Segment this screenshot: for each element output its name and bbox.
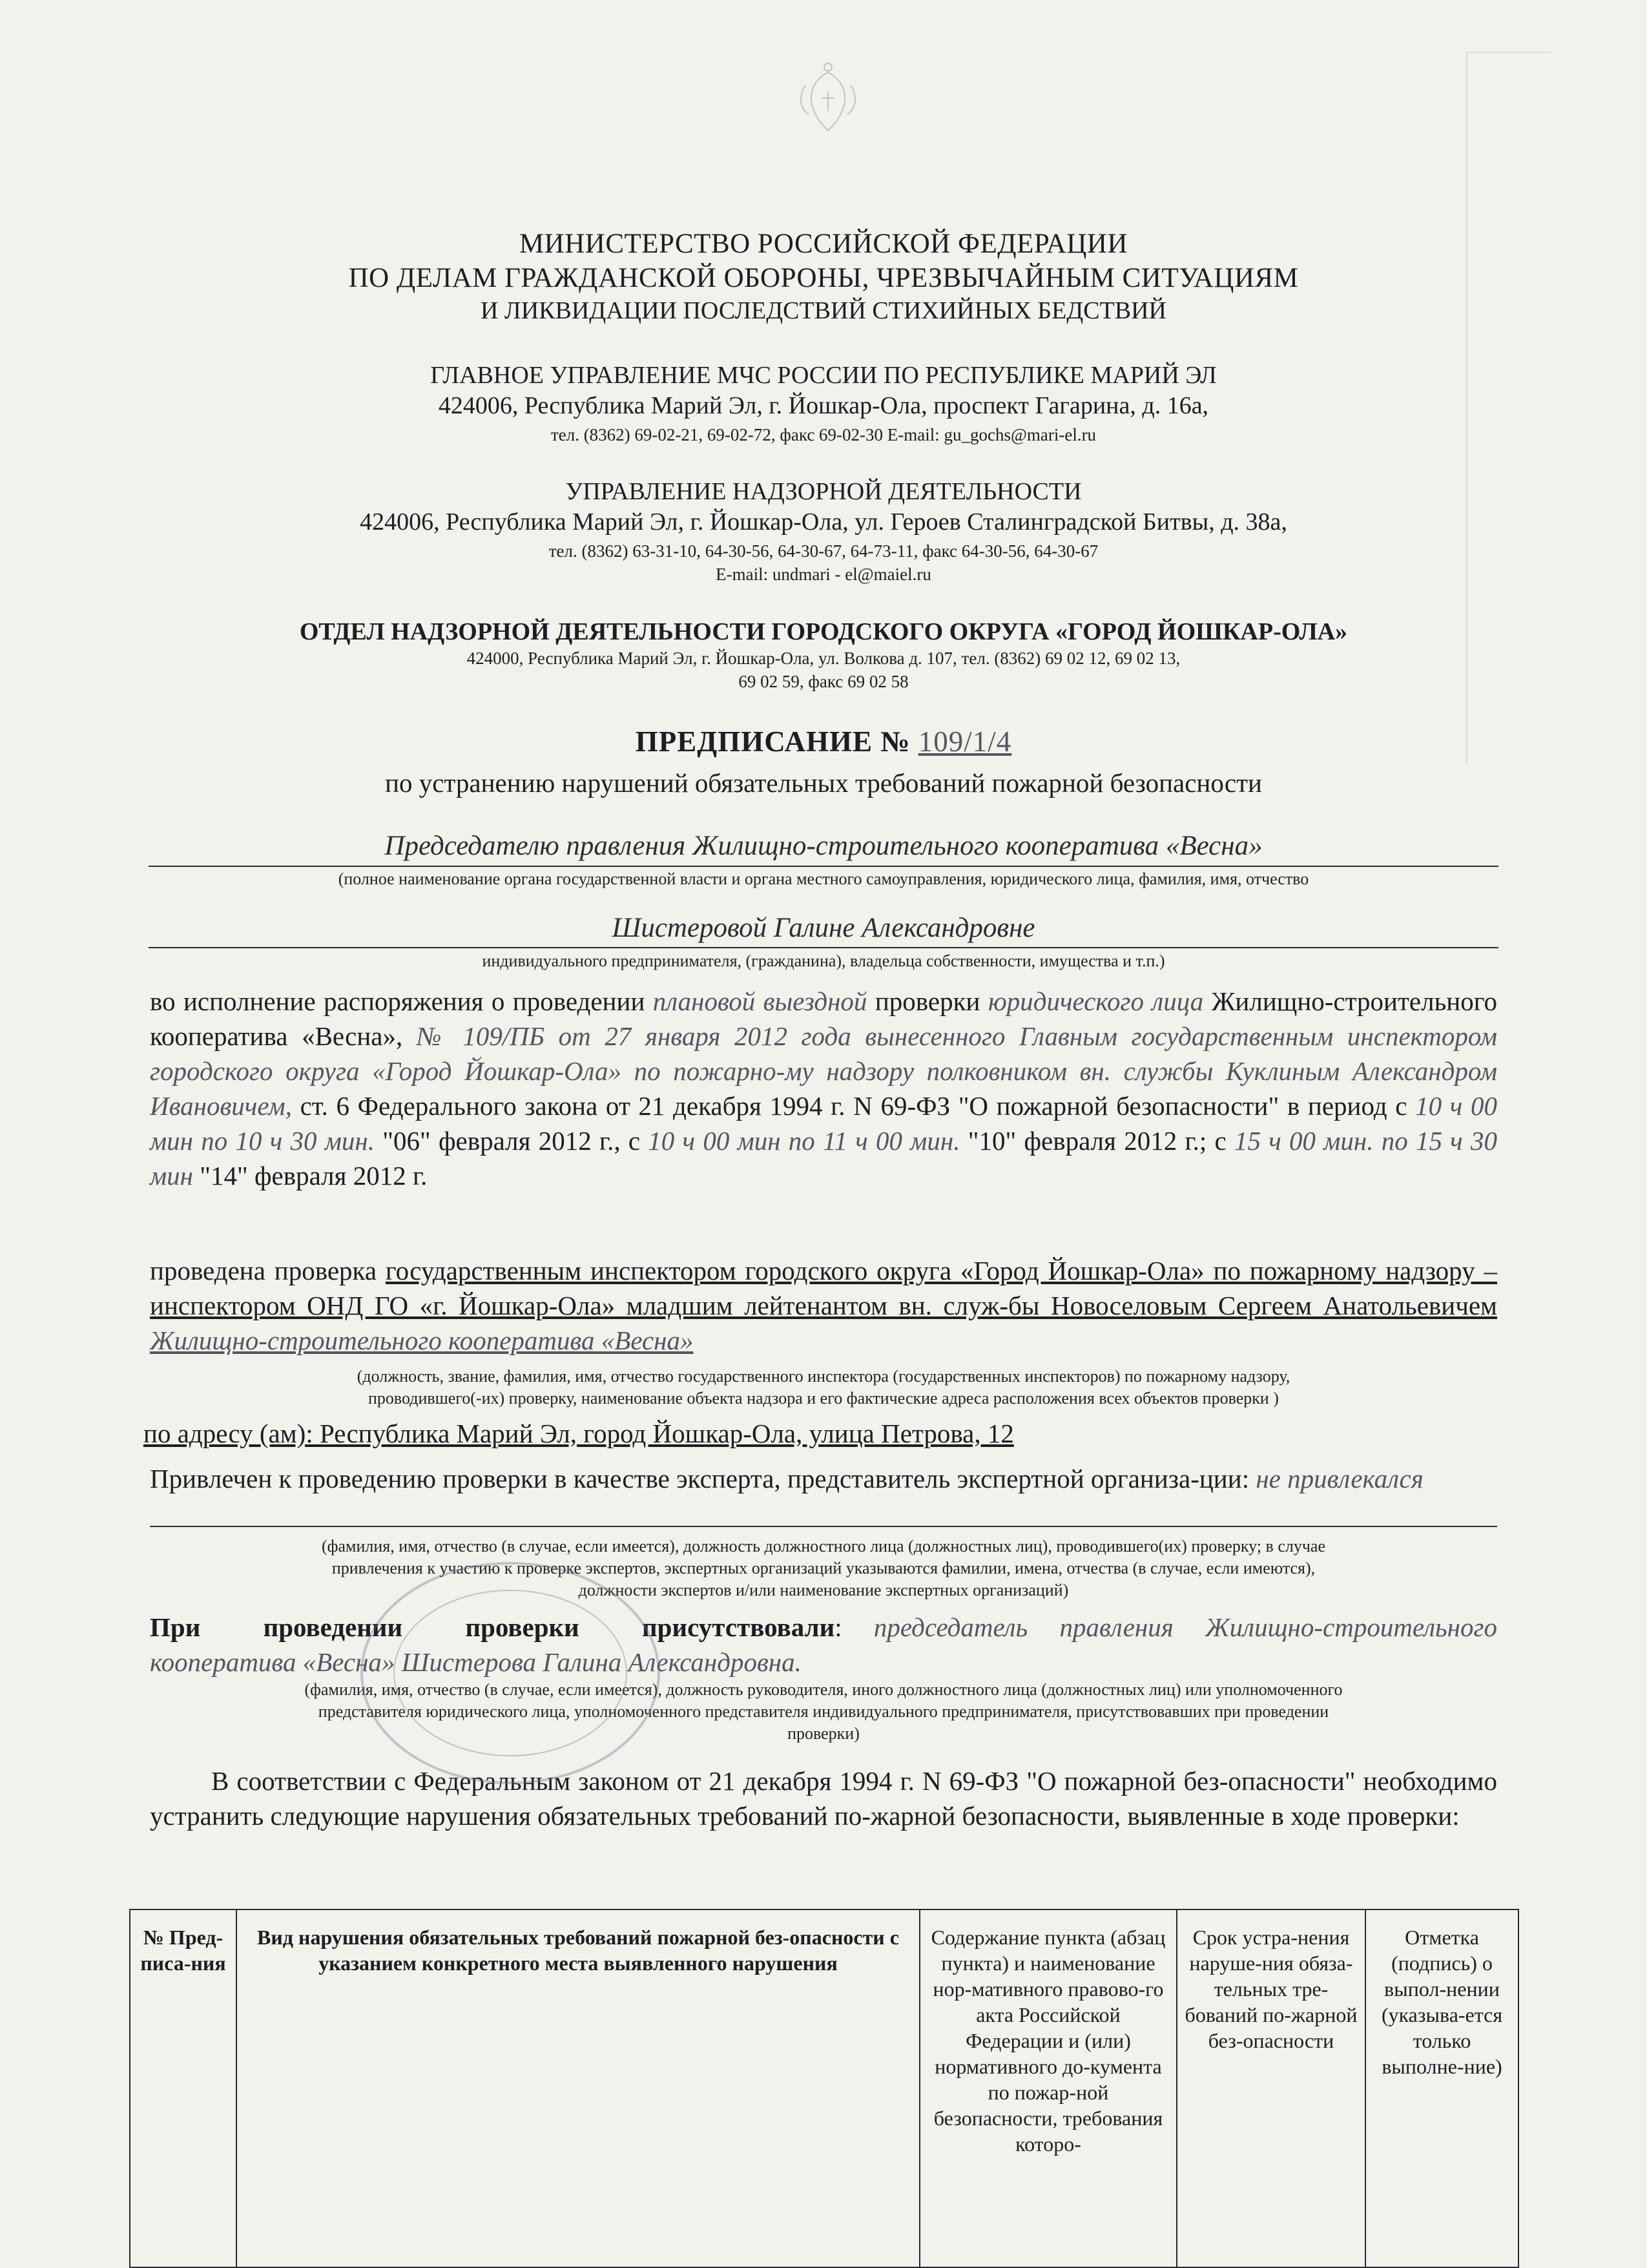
period-3: 15 ч 00 мин. по 15 ч 30 мин <box>150 1126 1497 1191</box>
addressee-note-1: (полное наименование органа государственной власти и органа местного самоуправления, юридического лица, фамилия, имя, отчество <box>338 869 1309 888</box>
col-header-mark: Отметка (подпись) о выпол-нении (указыва-ется только выполне-ние) <box>1365 1909 1518 2267</box>
addressee-line-1 <box>149 866 1498 867</box>
address-text: по адресу (ам): Республика Марий Эл, город Йошкар-Ола, улица Петрова, 12 <box>143 1419 1014 1448</box>
present-label: При проведении проверки присутствовали <box>150 1612 835 1642</box>
und-name: УПРАВЛЕНИЕ НАДЗОРНОЙ ДЕЯТЕЛЬНОСТИ <box>565 478 1082 505</box>
col-header-deadline: Срок устра-нения наруше-ния обяза-тельных тре-бований по-жарной без-опасности <box>1177 1909 1365 2267</box>
col-header-number: № Пред-писа-ния <box>130 1909 236 2267</box>
expert-note-2: привлечения к участию к проверке экспертов, экспертных организаций указываются фамилии, имена, отчества (в случае, если имеются), <box>331 1559 1316 1577</box>
p2-text-a: проведена проверка <box>150 1256 386 1285</box>
inspector-note-1: (должность, звание, фамилия, имя, отчество государственного инспектора (государственных инспекторов) по пожарному надзору, <box>357 1367 1290 1386</box>
gu-name: ГЛАВНОЕ УПРАВЛЕНИЕ МЧС РОССИИ ПО РЕСПУБЛИКЕ МАРИЙ ЭЛ <box>430 362 1217 389</box>
document-subtitle: по устранению нарушений обязательных требований пожарной безопасности <box>385 768 1262 798</box>
expert-paragraph <box>150 1461 1497 1496</box>
p1-text-c: проверки <box>867 986 988 1016</box>
period-2: 10 ч 00 мин по 11 ч 00 мин. <box>648 1126 960 1156</box>
period-1: 10 ч 00 мин по 10 ч 30 мин. <box>150 1091 1497 1156</box>
col-header-violation: Вид нарушения обязательных требований пожарной без-опасности с указанием конкретного места выявленного нарушения <box>236 1909 920 2267</box>
present-note-2: представителя юридического лица, уполномоченного представителя индивидуального предпринимателя, присутствовавших при проведении <box>318 1702 1329 1721</box>
p1-text-g: ст. 6 Федерального закона от 21 декабря 1994 г. N 69-ФЗ "О пожарной безопасности" в период с <box>291 1091 1416 1121</box>
prescription-number: 109/1/4 <box>918 725 1012 758</box>
col-header-norm: Содержание пункта (абзац пункта) и наименование нор-мативного правово-го акта Российской Федерации и (или) нормативного до-кумента по пожар-ной безопасности, требования которо- <box>920 1909 1177 2267</box>
addressee-line-2 <box>149 947 1498 948</box>
addressee-name: Шистеровой Галине Александровне <box>612 913 1035 943</box>
p1-text-m: "14" февраля 2012 г. <box>193 1161 428 1191</box>
ond-address-1: 424000, Республика Марий Эл, г. Йошкар-Ола, ул. Волкова д. 107, тел. (8362) 69 02 12, 69 02 13, <box>466 649 1181 668</box>
inspection-basis-paragraph <box>150 984 1497 1193</box>
inspector-paragraph <box>150 1253 1497 1358</box>
inspection-type: плановой выездной <box>652 986 867 1016</box>
present-colon: : <box>834 1612 874 1642</box>
gu-contacts: тел. (8362) 69-02-21, 69-02-72, факс 69-02-30 E-mail: gu_gochs@mari-el.ru <box>550 425 1097 444</box>
coat-of-arms-emblem <box>789 59 867 150</box>
violations-intro-paragraph: В соответствии с Федеральным законом от 21 декабря 1994 г. N 69-ФЗ "О пожарной без-опасности" необходимо устранить следующие нарушения обязательных требований по-жарной безопасности, выявленные в ходе проверки: <box>150 1766 1497 1831</box>
order-reference: № 109/ПБ от 27 января 2012 года вынесенного Главным государственным инспектором городского округа «Город Йошкар-Ола» по пожарно-му надзору полковником вн. службы Куклиным Александром Ивановичем, <box>150 1021 1497 1121</box>
expert-text: Привлечен к проведению проверки в качестве эксперта, представитель экспертной организа-ции: <box>150 1464 1250 1493</box>
inspected-object: Жилищно-строительного кооператива «Весна» <box>150 1326 694 1355</box>
und-address: 424006, Республика Марий Эл, г. Йошкар-Ола, ул. Героев Сталинградской Битвы, д. 38а, <box>360 508 1287 536</box>
p1-text-k: "10" февраля 2012 г.; с <box>960 1126 1234 1156</box>
present-person: председатель правления Жилищно-строительного кооператива «Весна» Шистерова Галина Александровна. <box>150 1612 1497 1677</box>
ministry-line-2: ПО ДЕЛАМ ГРАЖДАНСКОЙ ОБОРОНЫ, ЧРЕЗВЫЧАЙНЫМ СИТУАЦИЯМ <box>348 263 1299 293</box>
expert-note-3: должности экспертов и/или наименование экспертных организаций) <box>578 1581 1069 1599</box>
addressee-position: Председателю правления Жилищно-строительного кооператива «Весна» <box>384 831 1263 861</box>
p1-text-d: юридического лица <box>988 986 1204 1016</box>
inspector-name: государственным инспектором городского округа «Город Йошкар-Ола» по пожарному надзору – инспектором ОНД ГО «г. Йошкар-Ола» младшим лейтенантом вн. служ-бы Новоселовым Сергеем Анатольевичем <box>150 1256 1497 1320</box>
p1-text-a: во исполнение распоряжения о проведении <box>150 986 653 1016</box>
addressee-note-2: индивидуального предпринимателя, (гражданина), владельца собственности, имущества и т.п.) <box>482 952 1165 970</box>
p1-text-e: Жилищно-строительного кооператива «Весна», <box>150 986 1498 1051</box>
expert-value: не привлекался <box>1249 1464 1424 1493</box>
ond-name: ОТДЕЛ НАДЗОРНОЙ ДЕЯТЕЛЬНОСТИ ГОРОДСКОГО ОКРУГА «ГОРОД ЙОШКАР-ОЛА» <box>299 618 1348 645</box>
inspection-address <box>143 1416 1500 1451</box>
inspector-note-2: проводившего(-их) проверку, наименование объекта надзора и его фактические адреса расположения всех объектов проверки ) <box>368 1389 1279 1408</box>
ministry-line-3: И ЛИКВИДАЦИИ ПОСЛЕДСТВИЙ СТИХИЙНЫХ БЕДСТВИЙ <box>480 297 1166 324</box>
expert-line <box>150 1526 1497 1527</box>
title-label: ПРЕДПИСАНИЕ № <box>635 725 911 758</box>
ond-address-2: 69 02 59, факс 69 02 58 <box>738 672 909 691</box>
document-title <box>129 725 1518 758</box>
und-phones: тел. (8362) 63-31-10, 64-30-56, 64-30-67, 64-73-11, факс 64-30-56, 64-30-67 <box>548 541 1099 561</box>
table-header-row <box>130 1909 1518 2267</box>
stamp-impression <box>349 1550 672 1796</box>
gu-address: 424006, Республика Марий Эл, г. Йошкар-Ола, проспект Гагарина, д. 16а, <box>438 392 1209 419</box>
present-note-1: (фамилия, имя, отчество (в случае, если имеется), должность руководителя, иного должностного лица (должностных лиц) или уполномоченного <box>304 1680 1343 1699</box>
p1-text-i: "06" февраля 2012 г., с <box>375 1126 648 1156</box>
violations-table <box>129 1909 1519 2268</box>
present-note-3: проверки) <box>787 1724 860 1743</box>
und-email: E-mail: undmari - el@maiel.ru <box>716 565 931 584</box>
expert-note-1: (фамилия, имя, отчество (в случае, если имеется), должность должностного лица (должностных лиц), проводившего(их) проверку; в случае <box>321 1537 1326 1555</box>
ministry-line-1: МИНИСТЕРСТВО РОССИЙСКОЙ ФЕДЕРАЦИИ <box>519 229 1128 259</box>
